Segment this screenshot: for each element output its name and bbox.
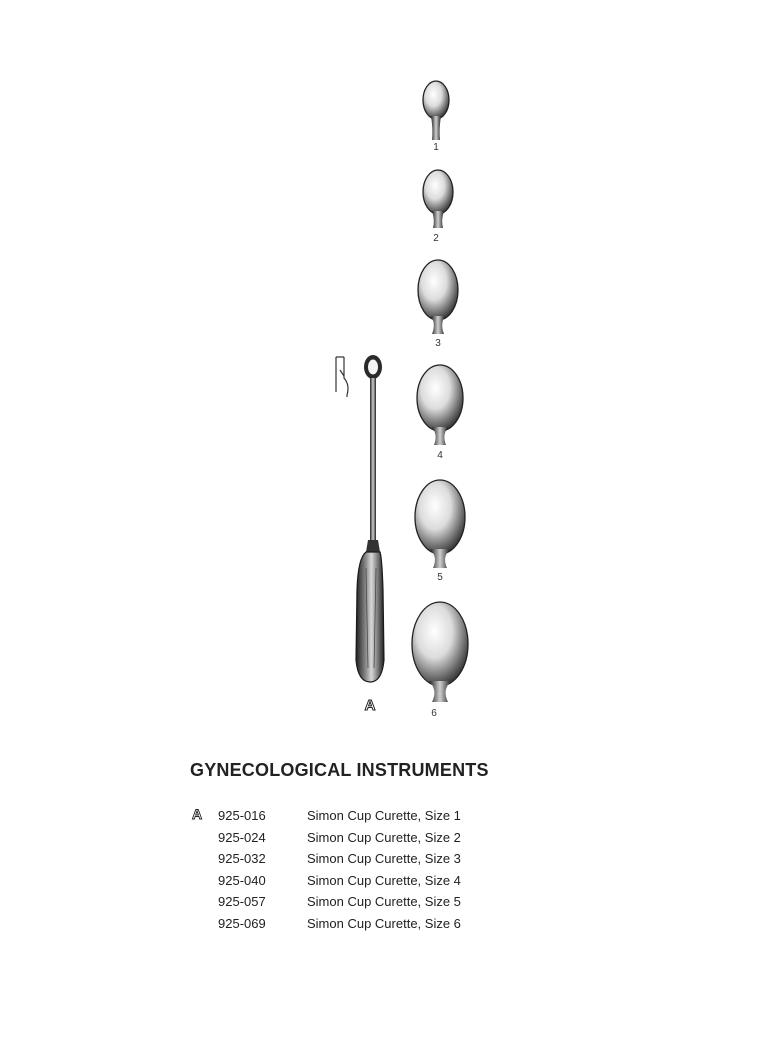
item-description: Simon Cup Curette, Size 6: [307, 915, 461, 931]
row-marker: A: [192, 806, 203, 822]
tip-size-4: [417, 365, 463, 445]
catalog-row: [190, 828, 510, 850]
tip-label-4: 4: [437, 450, 443, 461]
tip-label-3: 3: [435, 338, 441, 349]
catalog-number: 925-016: [218, 808, 266, 823]
catalog-number: 925-032: [218, 851, 266, 867]
item-description: Simon Cup Curette, Size 5: [307, 894, 461, 910]
tip-size-1: [423, 81, 449, 140]
tip-label-1: 1: [433, 142, 439, 153]
item-description: Simon Cup Curette, Size 4: [307, 872, 461, 888]
main-instrument-label: A: [364, 697, 376, 714]
tip-label-6: 6: [431, 708, 437, 719]
item-description: Simon Cup Curette, Size 2: [307, 829, 461, 845]
catalog-number: 925-024: [218, 829, 266, 845]
profile-view-sketch: [336, 357, 348, 397]
catalog-list: [190, 806, 510, 936]
catalog-row: [190, 914, 510, 936]
tip-label-2: 2: [433, 233, 439, 244]
catalog-row: [190, 892, 510, 914]
catalog-row: [190, 806, 510, 828]
catalog-number: 925-040: [218, 872, 266, 888]
item-description: Simon Cup Curette, Size 3: [307, 851, 461, 867]
main-curette: [356, 355, 384, 682]
section-title: GYNECOLOGICAL INSTRUMENTS: [190, 760, 489, 780]
catalog-number: 925-057: [218, 894, 266, 910]
tip-size-3: [418, 260, 458, 334]
catalog-row: [190, 849, 510, 871]
tip-label-5: 5: [437, 572, 443, 583]
catalog-number: 925-069: [218, 915, 266, 931]
tip-size-5: [415, 480, 465, 568]
tip-size-2: [423, 170, 453, 228]
tip-size-6: [412, 602, 468, 702]
item-description: Simon Cup Curette, Size 1: [307, 808, 461, 823]
catalog-row: [190, 871, 510, 893]
